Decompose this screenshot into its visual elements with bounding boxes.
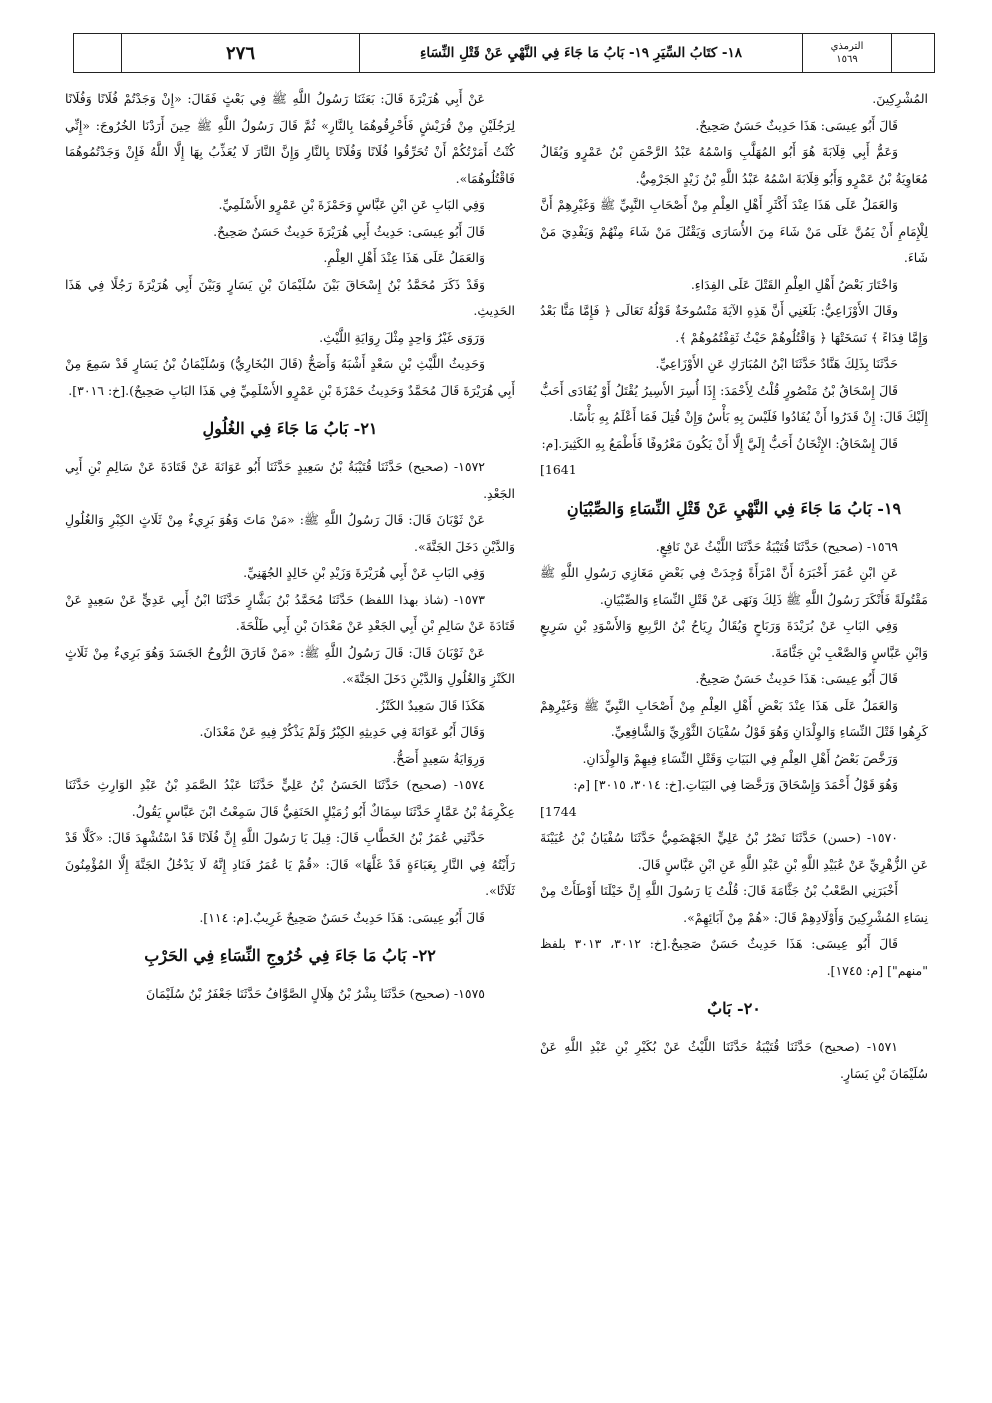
text-paragraph: ١٥٧٠- (حسن) حَدَّثَنَا نَصْرُ بْنُ عَلِيٍّ الجَهْضَمِيُّ حَدَّثَنَا سُفْيَانُ بْنُ عُيَيْنَةَ عَنِ الزُّهْرِيِّ عَنْ عُبَيْدِ اللَّهِ بْنِ عَبْدِ اللَّهِ عَنِ ابْنِ عَبَّاسٍ قَالَ. — [540, 830, 928, 872]
text-paragraph: هَكَذَا قَالَ سَعِيدٌ الكَنْزُ. — [375, 697, 485, 713]
text-paragraph: وَفِي البَابِ عَنِ ابْنِ عَبَّاسٍ وَحَمْزَةَ بْنِ عَمْرٍو الأَسْلَمِيِّ. — [218, 197, 485, 212]
text-paragraph: ١٥٧١- (صحيح) حَدَّثَنَا قُتَيْبَةُ حَدَّثَنَا اللَّيْثُ عَنْ بُكَيْرِ بْنِ عَبْدِ اللَّهِ عَنْ سُلَيْمَانَ بْنِ يَسَارٍ. — [540, 1039, 928, 1081]
chapter-heading: ٢٢- بَابُ مَا جَاءَ فِي خُرُوجِ النِّسَاءِ فِي الحَرْبِ — [144, 946, 436, 965]
text-paragraph: وَفِي البَابِ عَنْ بُرَيْدَةَ وَرَبَاحٍ وَيُقَالُ رِيَاحُ بْنُ الرَّبِيعِ وَالأَسْوَدِ بْنِ سَرِيعٍ وَابْنِ عَبَّاسٍ وَالصَّعْبِ بْنِ جَثَّامَةَ. — [540, 618, 928, 660]
text-paragraph: حَدَّثَنَا بِذَلِكَ هَنَّادٌ حَدَّثَنَا ابْنُ المُبَارَكِ عَنِ الأَوْزَاعِيِّ. — [655, 356, 898, 371]
chapter-heading: ١٩- بَابُ مَا جَاءَ فِي النَّهْيِ عَنْ قَتْلِ النِّسَاءِ وَالصِّبْيَانِ — [566, 498, 902, 518]
text-paragraph: ١٥٧٤- (صحيح) حَدَّثَنَا الحَسَنُ بْنُ عَلِيٍّ حَدَّثَنَا عَبْدُ الصَّمَدِ بْنُ عَبْدِ الوَارِثِ حَدَّثَنَا عِكْرِمَةُ بْنُ عَمَّارٍ حَدَّثَنَا سِمَاكٌ أَبُو زُمَيْلٍ الحَنَفِيُّ قَالَ سَمِعْتُ ابْنَ عَبَّاسٍ يَقُولُ. — [65, 777, 515, 819]
running-title: ١٨- كتَابُ السِّيَرِ ١٩- بَابُ مَا جَاءَ فِي النَّهْيِ عَنْ قَتْلِ النِّسَاءِ — [359, 34, 802, 72]
text-paragraph: قَالَ أَبُو عِيسَى: حَدِيثُ أَبِي هُرَيْرَةَ حَدِيثٌ حَسَنٌ صَحِيحٌ. — [213, 223, 485, 239]
text-paragraph: عَنْ أَبِي هُرَيْرَةَ قَالَ: بَعَثَنَا رَسُولُ اللَّهِ ﷺ فِي بَعْثٍ فَقَالَ: «إِنْ وَجَدْتُمْ فُلَانًا وَفُلَانًا لِرَجُلَيْنِ مِنْ قُرَيْشٍ فَأَحْرِقُوهُمَا بِالنَّارِ» ثُمَّ قَالَ رَسُولُ اللَّهِ ﷺ حِينَ أَرَدْنَا الخُرُوجَ: «إِنِّي كُنْتُ أَمَرْتُكُمْ أَنْ تُحَرِّقُوا فُلَانًا وَفُلَانًا بِالنَّارِ وَإِنَّ النَّارَ لَا يُعَذِّبُ بِهَا إِلَّا اللَّهُ فَإِنْ وَجَدْتُمُوهُمَا فَاقْتُلُوهُمَا». — [65, 91, 515, 186]
text-paragraph: عَنْ ثَوْبَانَ قَالَ: قَالَ رَسُولُ اللَّهِ ﷺ: «مَنْ مَاتَ وَهُوَ بَرِيءٌ مِنْ ثَلَاثٍ الكِبْرِ وَالغُلُولِ وَالدَّيْنِ دَخَلَ الجَنَّةَ». — [65, 512, 515, 554]
text-paragraph: قَالَ أَبُو عِيسَى: هَذَا حَدِيثٌ حَسَنٌ صَحِيحٌ.[خ: ٣٠١٢، ٣٠١٣ بلفظ "منهم"] [م: ١٧٤٥]. — [540, 936, 928, 978]
hadith-range: ١٥٦٩ — [836, 54, 858, 65]
text-paragraph: وَقَدْ ذَكَرَ مُحَمَّدُ بْنُ إِسْحَاقَ بَيْنَ سُلَيْمَانَ بْنِ يَسَارٍ وَبَيْنَ أَبِي هُرَيْرَةَ رَجُلًا فِي هَذَا الحَدِيثِ. — [65, 276, 515, 318]
text-paragraph: وَاخْتَارَ بَعْضُ أَهْلِ العِلْمِ القَتْلَ عَلَى الفِدَاءِ. — [690, 276, 898, 292]
text-paragraph: وَالعَمَلُ عَلَى هَذَا عِنْدَ أَهْلِ العِلْمِ. — [323, 250, 485, 265]
text-paragraph: قَالَ أَبُو عِيسَى: هَذَا حَدِيثٌ حَسَنٌ صَحِيحٌ. — [695, 117, 898, 133]
chapter-heading: ٢١- بَابُ مَا جَاءَ فِي الغُلُولِ — [202, 419, 378, 438]
reference-continuation: [1641 — [540, 462, 577, 477]
text-paragraph: وَعَمُّ أَبِي قِلَابَةَ هُوَ أَبُو المُهَلَّبِ وَاسْمُهُ عَبْدُ الرَّحْمَنِ بْنُ عَمْرٍو وَيُقَالُ مُعَاوِيَةُ بْنُ عَمْرٍو وَأَبُو قِلَابَةَ اسْمُهُ عَبْدُ اللَّهِ بْنُ زَيْدٍ الجَرْمِيُّ. — [540, 144, 928, 186]
text-paragraph: قَالَ أَبُو عِيسَى: هَذَا حَدِيثٌ حَسَنٌ صَحِيحٌ. — [695, 671, 898, 686]
text-paragraph: قَالَ أَبُو عِيسَى: هَذَا حَدِيثٌ حَسَنٌ صَحِيحٌ غَرِيبٌ.[م: ١١٤]. — [199, 909, 485, 925]
reference-continuation: [1744 — [540, 803, 577, 819]
page-header — [73, 33, 935, 73]
text-paragraph: وَرَوَى غَيْرُ وَاحِدٍ مِثْلَ رِوَايَةِ اللَّيْثِ. — [319, 329, 485, 345]
text-paragraph: وَهُوَ قَوْلُ أَحْمَدَ وَإِسْحَاقَ وَرَخَّصَا فِي البَيَاتِ.[خ: ٣٠١٤، ٣٠١٥] [م: — [573, 777, 898, 792]
left-column — [65, 86, 515, 1008]
header-blank-cell-left — [74, 34, 121, 72]
text-paragraph: وَالعَمَلُ عَلَى هَذَا عِنْدَ بَعْضِ أَهْلِ العِلْمِ مِنْ أَصْحَابِ النَّبِيِّ ﷺ وَغَيْرِهِمْ كَرِهُوا قَتْلَ النِّسَاءِ وَالوِلْدَانِ وَهُوَ قَوْلُ سُفْيَانَ الثَّوْرِيِّ وَالشَّافِعِيِّ. — [540, 697, 928, 739]
text-paragraph: أَخْبَرَنِي الصَّعْبُ بْنُ جَثَّامَةَ قَالَ: قُلْتُ يَا رَسُولَ اللَّهِ إِنَّ خَيْلَنَا أَوْطَأَتْ مِنْ نِسَاءِ المُشْرِكِينَ وَأَوْلَادِهِمْ قَالَ: «هُمْ مِنْ آبَائِهِمْ». — [540, 883, 928, 925]
text-paragraph: حَدَّثَنِي عُمَرُ بْنُ الخَطَّابِ قَالَ: قِيلَ يَا رَسُولَ اللَّهِ إِنَّ فُلَانًا قَدْ اسْتُشْهِدَ قَالَ: «كَلَّا قَدْ رَأَيْتُهُ فِي النَّارِ بِعَبَاءَةٍ قَدْ غَلَّهَا» قَالَ: «قُمْ يَا عُمَرُ فَنَادِ إِنَّهُ لَا يَدْخُلُ الجَنَّةَ إِلَّا المُؤْمِنُونَ ثَلَاثًا». — [65, 830, 515, 898]
text-paragraph: عَنْ ثَوْبَانَ قَالَ: قَالَ رَسُولُ اللَّهِ ﷺ: «مَنْ فَارَقَ الرُّوحُ الجَسَدَ وَهُوَ بَرِيءٌ مِنْ ثَلَاثٍ الكَنْزِ وَالغُلُولِ وَالدَّيْنِ دَخَلَ الجَنَّةَ». — [65, 644, 515, 686]
text-paragraph: عَنِ ابْنِ عُمَرَ أَخْبَرَهُ أَنَّ امْرَأَةً وُجِدَتْ فِي بَعْضِ مَغَازِي رَسُولِ اللَّهِ ﷺ مَقْتُولَةً فَأَنْكَرَ رَسُولُ اللَّهِ ﷺ ذَلِكَ وَنَهَى عَنْ قَتْلِ النِّسَاءِ وَالصِّبْيَانِ. — [540, 565, 928, 607]
book-info — [802, 34, 891, 72]
text-paragraph: وَحَدِيثُ اللَّيْثِ بْنِ سَعْدٍ أَشْبَهُ وَأَصَحُّ (قَالَ البُخَارِيُّ) وَسُلَيْمَانُ بْنُ يَسَارٍ قَدْ سَمِعَ مِنْ أَبِي هُرَيْرَةَ قَالَ مُحَمَّدٌ وَحَدِيثُ حَمْزَةَ بْنِ عَمْرٍو الأَسْلَمِيِّ فِي هَذَا البَابِ صَحِيحٌ).[خ: ٣٠١٦]. — [65, 356, 515, 398]
text-paragraph: ١٥٧٥- (صحيح) حَدَّثَنَا بِشْرُ بْنُ هِلَالٍ الصَّوَّافُ حَدَّثَنَا جَعْفَرُ بْنُ سُلَيْمَانَ — [145, 986, 485, 1001]
text-paragraph: وَرِوَايَةُ سَعِيدٍ أَصَحُّ. — [392, 750, 485, 766]
text-paragraph: قَالَ إِسْحَاقُ: الإِثْخَانُ أَحَبُّ إِلَيَّ إِلَّا أَنْ يَكُونَ مَعْرُوفًا فَأَطْمَعُ بِهِ الكَثِيرَ.[م: — [541, 435, 898, 451]
page-number: ٢٧٦ — [121, 34, 359, 72]
chapter-heading: ٢٠- بَابٌ — [707, 999, 761, 1018]
text-paragraph: وَرَخَّصَ بَعْضُ أَهْلِ العِلْمِ فِي البَيَاتِ وَقَتْلِ النِّسَاءِ فِيهِمْ وَالوِلْدَانِ. — [582, 750, 898, 766]
right-column — [540, 86, 928, 1087]
text-paragraph: وَالعَمَلُ عَلَى هَذَا عِنْدَ أَكْثَرِ أَهْلِ العِلْمِ مِنْ أَصْحَابِ النَّبِيِّ ﷺ وَغَيْرِهِمْ أَنَّ لِلْإِمَامِ أَنْ يَمُنَّ عَلَى مَنْ شَاءَ مِنَ الأُسَارَى وَيَقْتُلَ مَنْ شَاءَ مِنْهُمْ وَيَفْدِيَ مَنْ شَاءَ. — [540, 197, 928, 265]
book-name: الترمذي — [830, 41, 864, 52]
text-paragraph: المُشْرِكِينَ. — [872, 91, 928, 106]
text-paragraph: ١٥٧٢- (صحيح) حَدَّثَنَا قُتَيْبَةُ بْنُ سَعِيدٍ حَدَّثَنَا أَبُو عَوَانَةَ عَنْ قَتَادَةَ عَنْ سَالِمِ بْنِ أَبِي الجَعْدِ. — [65, 459, 515, 501]
text-paragraph: وَقَالَ أَبُو عَوَانَةَ فِي حَدِيثِهِ الكِبْرُ وَلَمْ يَذْكُرْ فِيهِ عَنْ مَعْدَانَ. — [199, 724, 485, 739]
text-paragraph: ١٥٧٣- (شاذ بهذا اللفظ) حَدَّثَنَا مُحَمَّدُ بْنُ بَشَّارٍ حَدَّثَنَا ابْنُ أَبِي عَدِيٍّ عَنْ سَعِيدٍ عَنْ قَتَادَةَ عَنْ سَالِمِ بْنِ أَبِي الجَعْدِ عَنْ مَعْدَانَ بْنِ أَبِي طَلْحَةَ. — [65, 591, 515, 633]
header-blank-cell-right — [891, 34, 936, 72]
text-paragraph: قَالَ إِسْحَاقُ بْنُ مَنْصُورٍ قُلْتُ لِأَحْمَدَ: إِذَا أُسِرَ الأَسِيرُ يُقْتَلُ أَوْ يُفَادَى أَحَبُّ إِلَيْكَ قَالَ: إِنْ قَدَرُوا أَنْ يُفَادُوا فَلَيْسَ بِهِ بَأْسٌ وَإِنْ قُتِلَ فَمَا أَعْلَمُ بِهِ بَأْسًا. — [540, 382, 928, 424]
text-paragraph: وَفِي البَابِ عَنْ أَبِي هُرَيْرَةَ وَزَيْدِ بْنِ خَالِدٍ الجُهَنِيِّ. — [243, 565, 485, 580]
text-paragraph: وقَالَ الأَوْزَاعِيُّ: بَلَغَنِي أَنَّ هَذِهِ الآيَةَ مَنْسُوخَةٌ قَوْلُهُ تَعَالَى ﴿ فَإِمَّا مَنًّا بَعْدُ وَإِمَّا فِدَاءً ﴾ نَسَخَتْهَا ﴿ وَاقْتُلُوهُمْ حَيْثُ ثَقِفْتُمُوهُمْ ﴾. — [540, 303, 928, 345]
text-paragraph: ١٥٦٩- (صحيح) حَدَّثَنَا قُتَيْبَةُ حَدَّثَنَا اللَّيْثُ عَنْ نَافِعٍ. — [655, 538, 898, 554]
